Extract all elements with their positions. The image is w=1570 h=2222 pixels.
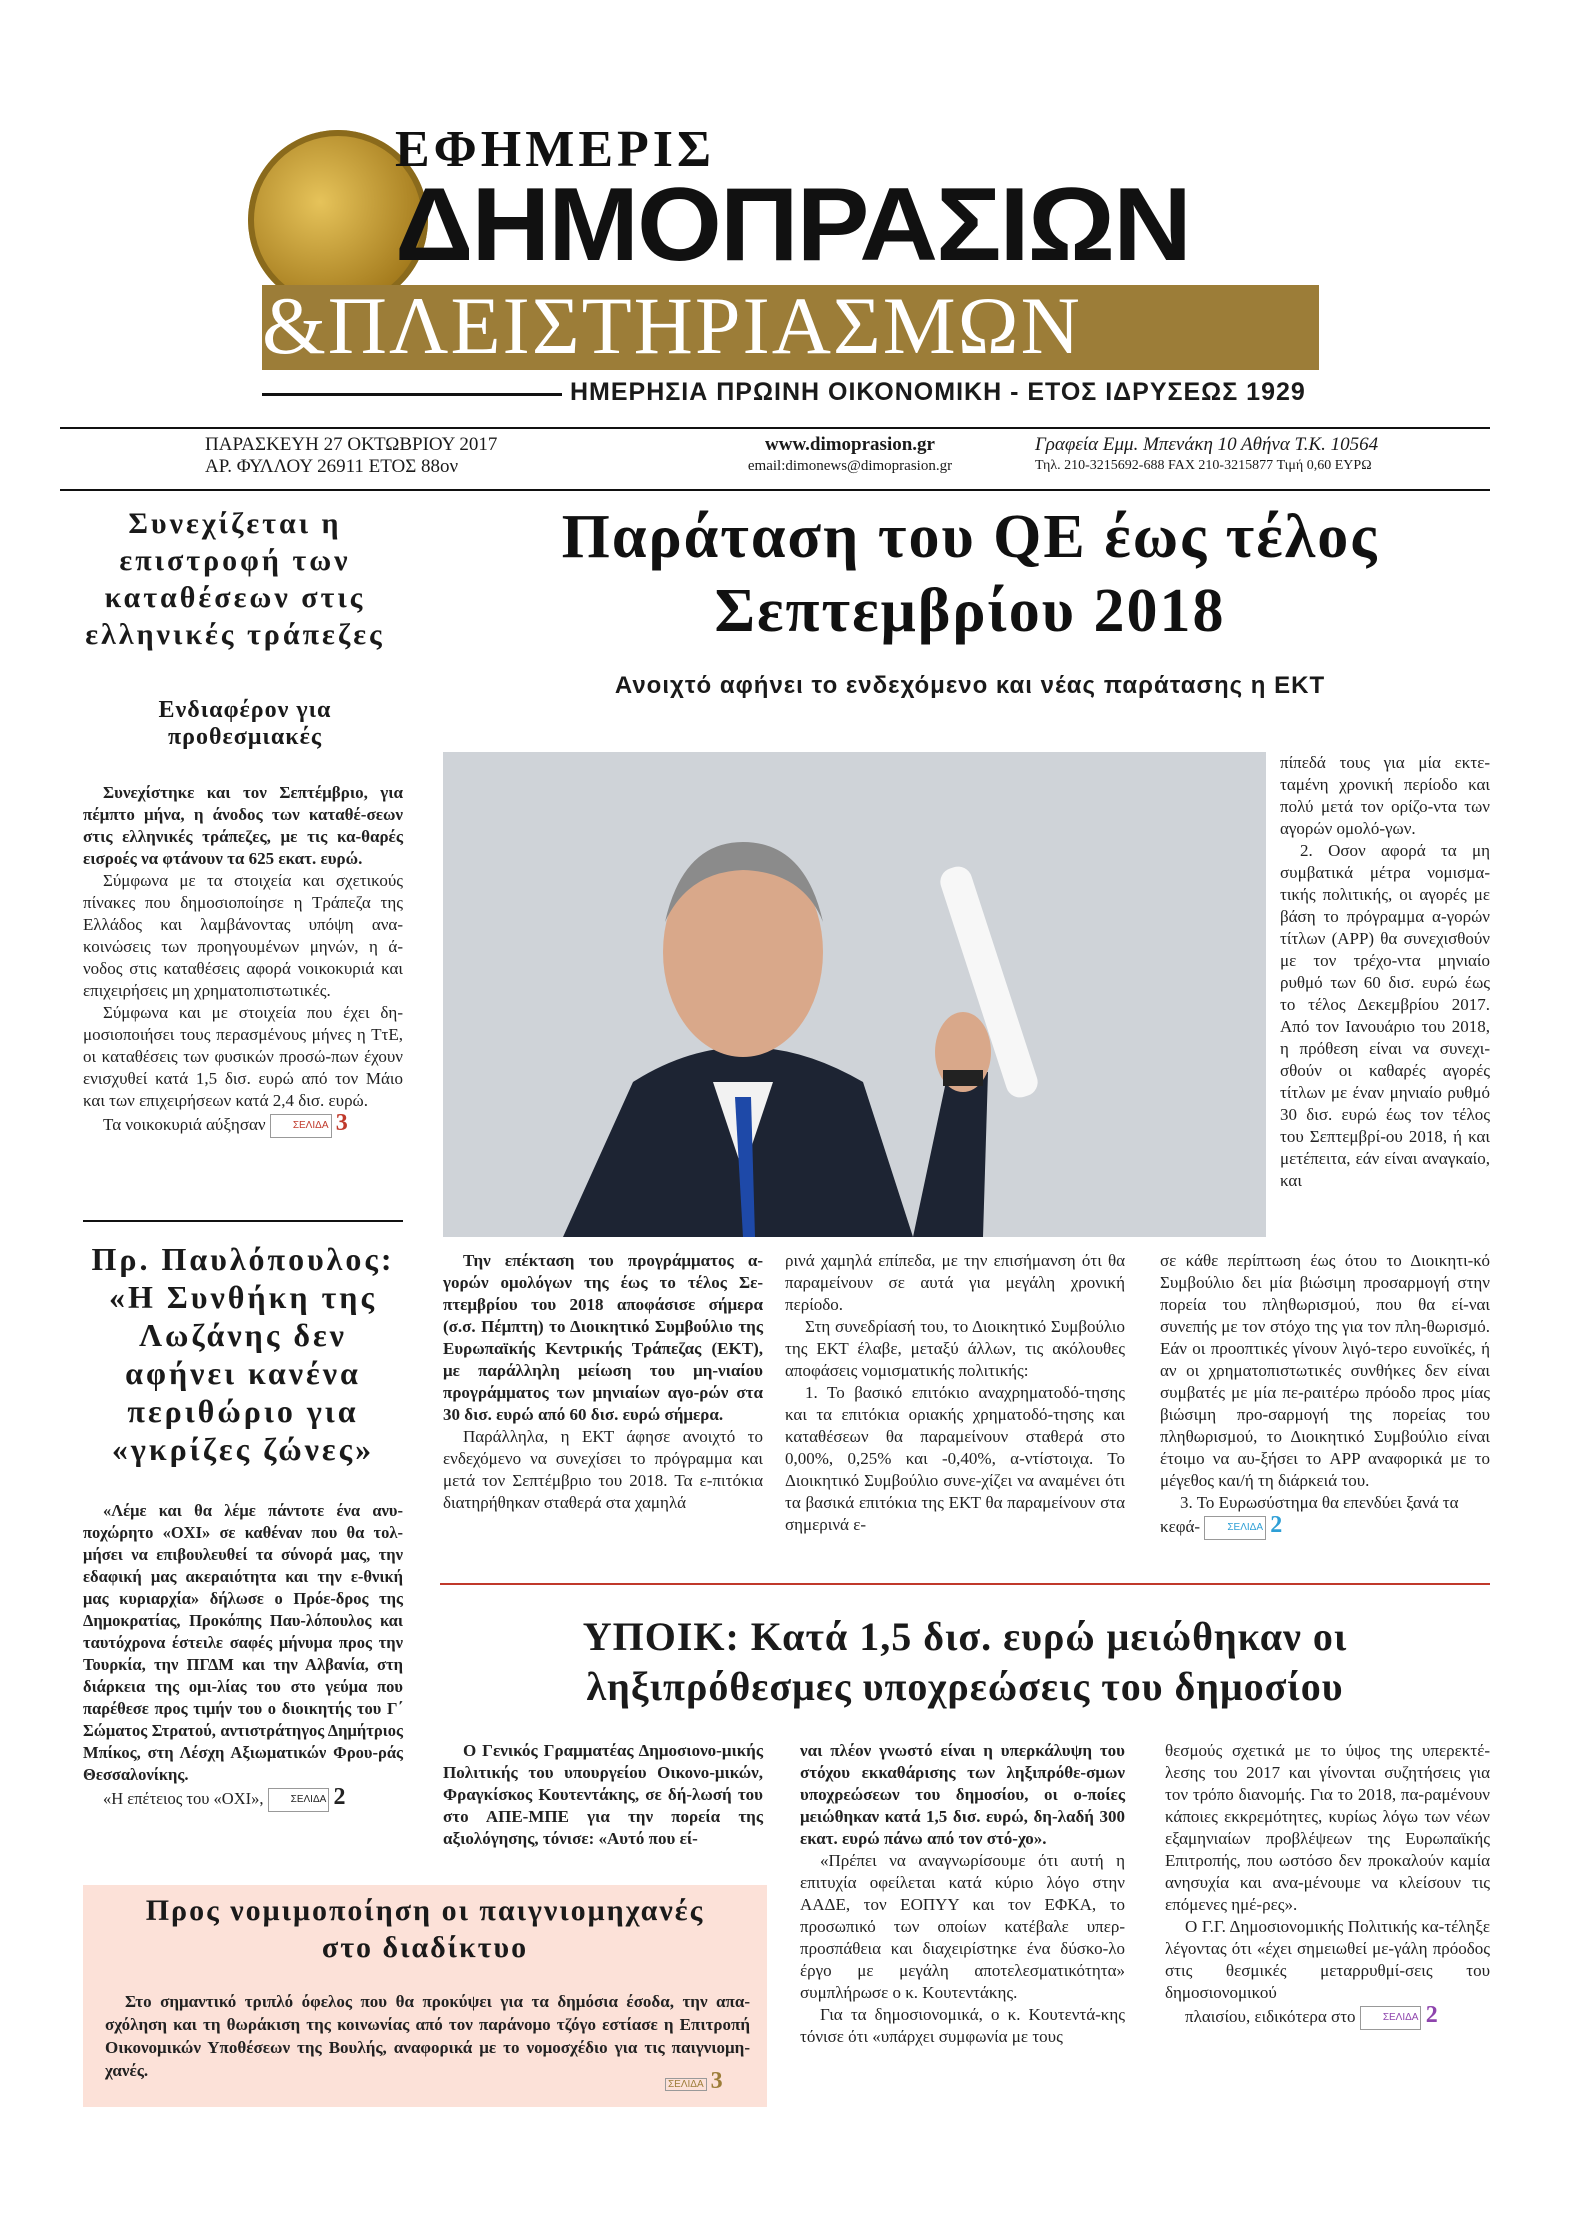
masthead-tagline: ΗΜΕΡΗΣΙΑ ΠΡΩΙΝΗ ΟΙΚΟΝΟΜΙΚΗ - ΕΤΟΣ ΙΔΡΥΣΕΩΣ 1929 [570, 378, 1306, 406]
left1-headline: Συνεχίζεται η επιστροφή των καταθέσεων στις ελληνικές τράπεζες [85, 507, 385, 651]
see-page-icon[interactable]: ΣΕΛΙΔΑ [268, 1788, 330, 1812]
lead-headline [480, 500, 1460, 648]
pink-page-ref-wrap [665, 2068, 723, 2095]
lead-col2-para-1: ρινά χαμηλά επίπεδα, με την επισήμανση ότι θα παραμείνουν σε αυτά για μεγάλη χρονική περίοδο. [785, 1251, 1125, 1314]
second-col3-para-1: θεσμούς σχετικά με το ύψος της υπερεκτέ-λεσης του 2017 και γίνονται συζητήσεις για τον τρόπο διανομής. Για το 2018, πα-ραμένουν κάποιες εκκρεμότητες, κυρίως λόγω των νέων εξαμηνιαίων προβλέψεων της Ευρωπαϊκής Επιτροπής, που ωστόσο δεν προκαλούν καμία ανησυχία και ανα-μένουμε να κλείσουν τις επόμενες ημέ-ρες». [1165, 1741, 1490, 1914]
left1-subhead: Ενδιαφέρον για προθεσμιακές [158, 697, 332, 750]
left2-page-ref[interactable]: 2 [333, 1784, 346, 1810]
lead-col1-para-2: Παράλληλα, η ΕΚΤ άφησε ανοιχτό το ενδεχόμενο να συνεχίσει το πρόγραμμα και μετά τον Σεπτέμβριο του 2018. Τα ε-πιτόκια διατηρήθηκαν σταθερά στα χαμηλά [443, 1427, 763, 1512]
masthead-small-title: ΕΦΗΜΕΡΙΣ [395, 121, 716, 178]
left2-headline: Πρ. Παυλόπουλος: «Η Συνθήκη της Λωζάνης δεν αφήνει κανένα περιθώριο για «γκρίζες ζώνες» [91, 1241, 395, 1467]
lead-col3-para-4: 3. Το Ευρωσύστημα θα επενδύει ξανά τα κεφά- [1160, 1493, 1459, 1536]
lead-col-3-top [1280, 752, 1490, 1192]
office-phones: Τηλ. 210-3215692-688 FAX 210-3215877 Τιμή 0,60 ΕΥΡΩ [1035, 458, 1372, 473]
left1-rule [83, 1220, 403, 1222]
masthead-big-title: ΔΗΜΟΠΡΑΣΙΩΝ [395, 167, 1190, 283]
left2-para: «Λέμε και θα λέμε πάντοτε ένα ανυ-ποχώρητο «ΟΧΙ» σε καθέναν που θα τολ-μήσει να επιβουλευθεί τα σύνορά μας, την εδαφική μας ακεραιότητα και την ε-θνική μας κυριαρχία» δήλωσε ο Πρόε-δρος της Δημοκρατίας, Προκόπης Παυ-λόπουλος και ταυτόχρονα έστειλε σαφές μήνυμα προς την Τουρκία, την ΠΓΔΜ και την Αλβανία, στη διάρκεια της ομι-λίας του στο γεύμα που παρέθεσε προς τιμήν του ο διοικητής του Γ΄ Σώματος Στρατού, αντιστράτηγος Δημήτριος Μπίκος, στη Λέσχη Αξιωματικών Φρου-ράς Θεσσαλονίκης. [83, 1501, 403, 1784]
tagline-rule [262, 393, 562, 396]
second-headline-line2: ληξιπρόθεσμες υποχρεώσεις του δημοσίου [586, 1664, 1344, 1709]
see-page-icon[interactable]: ΣΕΛΙΔΑ [270, 1114, 332, 1138]
pink-page-ref[interactable]: 3 [710, 2068, 723, 2094]
left1-para-2: Σύμφωνα και με στοιχεία που έχει δη-μοσιοποιήσει τους περασμένους μήνες η ΤτΕ, οι καταθέσεις των φυσικών προσώ-πων έχουν ενισχυθεί κατά 1,5 δισ. ευρώ από τον Μάιο και των επιχειρήσεων κατά 2,4 δισ. ευρώ. [83, 1003, 403, 1110]
lead-headline-line2: Σεπτεμβρίου 2018 [714, 577, 1226, 645]
second-continued: πλαισίου, ειδικότερα στο [1185, 2007, 1356, 2026]
left1-lead: Συνεχίστηκε και τον Σεπτέμβριο, για πέμπτο μήνα, η άνοδος των καταθέ-σεων στις ελληνικές τράπεζες, με τις κα-θαρές εισροές να φτάνουν τα 625 εκατ. ευρώ. [83, 783, 403, 868]
second-col2-lead: ναι πλέον γνωστό είναι η υπερκάλυψη του στόχου εκκαθάρισης των ληξιπρόθε-σμων υποχρεώσεων του δημοσίου, οι ο-ποίες μειώθηκαν κατά 1,5 δισ. ευρώ, δη-λαδή 300 εκατ. ευρώ πάνω από τον στό-χο». [800, 1741, 1125, 1848]
see-page-icon[interactable]: ΣΕΛΙΔΑ [1360, 2006, 1422, 2030]
info-rule-top [60, 427, 1490, 429]
lead-col-2 [785, 1250, 1125, 1536]
second-headline [440, 1612, 1490, 1712]
lead-page-ref[interactable]: 2 [1270, 1512, 1283, 1538]
pink-body [105, 1990, 750, 2082]
speaker-photo-icon [443, 752, 1266, 1237]
masthead-band-title: &ΠΛΕΙΣΤΗΡΙΑΣΜΩΝ [262, 281, 1082, 371]
lead-col2-para-2: Στη συνεδρίασή του, το Διοικητικό Συμβούλιο της ΕΚΤ έλαβε, μεταξύ άλλων, τις ακόλουθες αποφάσεις νομισματικής πολιτικής: [785, 1317, 1125, 1380]
second-col3-para-2: Ο Γ.Γ. Δημοσιονομικής Πολιτικής κα-τέληξε λέγοντας ότι «έχει σημειωθεί με-γάλη πρόοδος στις θεσμικές μεταρρυθμί-σεις του δημοσιονομικού [1165, 1917, 1490, 2002]
email-link[interactable]: email:dimonews@dimoprasion.gr [747, 458, 953, 474]
lead-col-1 [443, 1250, 763, 1514]
lead-subheadline: Ανοιχτό αφήνει το ενδεχόμενο και νέας παράτασης η ΕΚΤ [614, 672, 1326, 699]
website-link[interactable]: www.dimoprasion.gr [765, 434, 935, 455]
lead-photo [443, 752, 1266, 1237]
lead-col3-para-3: σε κάθε περίπτωση έως ότου το Διοικητι-κό Συμβούλιο δει μία βιώσιμη προσαρμογή στην πορεία του πληθωρισμού, που θα εί-ναι συνεπής με τον στόχο της για τον πλη-θωρισμό. Εάν οι προοπτικές γίνουν λιγό-τερο ευνοϊκές, ή αν οι χρηματοπιστωτικές συνθήκες δεν είναι συμβατές με μία πε-ραιτέρω πρόοδο προς μίας βιώσιμη προ-σαρμογή της πορείας του πληθωρισμού, το Διοικητικό Συμβούλιο είναι έτοιμο να αυ-ξήσει το APP αναφορικά με το μέγεθος και/ή τη διάρκειά του. [1160, 1251, 1490, 1490]
left1-continued: Τα νοικοκυριά αύξησαν [103, 1115, 266, 1134]
contact-web [700, 434, 1000, 476]
left1-page-ref[interactable]: 3 [335, 1110, 348, 1136]
contact-office [1035, 434, 1495, 476]
lead-col-3-bottom [1160, 1250, 1490, 1540]
second-col-1 [443, 1740, 763, 1850]
left2-continued: «Η επέτειος του «ΟΧΙ», [103, 1789, 264, 1808]
second-col-2 [800, 1740, 1125, 2048]
lead-col2-para-3: 1. Το βασικό επιτόκιο αναχρηματοδό-τησης και τα επιτόκια οριακής χρηματοδό-τησης και καταθέσεων θα παραμείνουν σταθερά στο 0,00%, 0,25% και -0,40%, α-ντίστοιχα. Το Διοικητικό Συμβούλιο συνε-χίζει να αναμένει ότι τα βασικά επιτόκια της ΕΚΤ θα παραμείνουν στα σημερινά ε- [785, 1383, 1125, 1534]
second-page-ref[interactable]: 2 [1425, 2002, 1438, 2028]
issue-date: ΠΑΡΑΣΚΕΥΗ 27 ΟΚΤΩΒΡΙΟΥ 2017 [205, 434, 498, 455]
info-rule-bottom [60, 489, 1490, 491]
pink-headline-line1: Προς νομιμοποίηση οι παιγνιομηχανές [145, 1894, 705, 1927]
issue-info [205, 434, 585, 478]
lead-col1-para-1: Την επέκταση του προγράμματος α-γορών ομολόγων της έως το τέλος Σε-πτεμβρίου του 2018 αποφάσισε σήμερα (σ.σ. Πέμπτη) το Διοικητικό Συμβούλιο της Ευρωπαϊκής Κεντρικής Τράπεζας (ΕΚΤ), με παράλληλη μείωση του μη-νιαίου προγράμματος των μηνιαίων αγο-ρών στα 30 δισ. ευρώ από 60 δισ. ευρώ σήμερα. [443, 1251, 763, 1424]
see-page-icon[interactable]: ΣΕΛΙΔΑ [665, 2078, 707, 2091]
lead-headline-line1: Παράταση του QE έως τέλος [561, 503, 1379, 571]
office-address: Γραφεία Εμμ. Μπενάκη 10 Αθήνα Τ.Κ. 10564 [1035, 434, 1379, 455]
left1-para-1: Σύμφωνα με τα στοιχεία και σχετικούς πίνακες που δημοσιοποίησε η Τράπεζα της Ελλάδος και λαμβάνοντας υπόψη ανα-κοινώσεις των προηγουμένων μηνών, η ά-νοδος στις καταθέσεις αφορά νοικοκυριά και επιχειρήσεις μη χρηματοπιστωτικές. [83, 871, 403, 1000]
second-col2-para-2: Για τα δημοσιονομικά, ο κ. Κουτεντά-κης τόνισε ότι «υπάρχει συμφωνία με τους [800, 2005, 1125, 2046]
lead-bottom-rule [440, 1583, 1490, 1585]
second-col2-para-1: «Πρέπει να αναγνωρίσουμε ότι αυτή η επιτυχία οφείλεται κατά κύριο λόγο στην ΑΑΔΕ, τον ΕΟΠΥΥ και τον ΕΦΚΑ, το προσωπικό των οποίων κατέβαλε υπερ-προσπάθεια και διαχειρίστηκε ένα δύσκο-λο έργο με μεγάλη αποτελεσματικότητα» συμπλήρωσε ο κ. Κουτεντάκης. [800, 1851, 1125, 2002]
pink-headline-line2: στο διαδίκτυο [321, 1931, 529, 1964]
pink-para: Στο σημαντικό τριπλό όφελος που θα προκύψει για τα δημόσια έσοδα, την απα-σχόληση και τη θωράκιση της κοινωνίας από τον παράνομο τζόγο εστίασε η Επιτροπή Οικονομικών Υποθέσεων της Βουλής, αναφορικά με το νομοσχέδιο για τις παιγνιομη-χανές. [105, 1992, 750, 2080]
second-col-3 [1165, 1740, 1490, 2030]
issue-number: ΑΡ. ΦΥΛΛΟΥ 26911 ΕΤΟΣ 88ον [205, 456, 459, 477]
see-page-icon[interactable]: ΣΕΛΙΔΑ [1204, 1516, 1266, 1540]
lead-col3-para-1: πίπεδά τους για μία εκτε-ταμένη χρονική περίοδο και πολύ μετά τον ορίζο-ντα των αγορών ομολό-γων. [1280, 753, 1490, 838]
left1-body [83, 782, 403, 1138]
pink-headline [83, 1892, 767, 1966]
lead-col3-para-2: 2. Οσον αφορά τα μη συμβατικά μέτρα νομισμα-τικής πολιτικής, οι αγορές με βάση το πρόγραμμα α-γορών τίτλων (APP) θα συνεχισθούν με τον τρέχο-ντα μηνιαίο ρυθμό των 60 δισ. ευρώ έως το τέλος Δεκεμβρίου 2017. Από τον Ιανουάριο του 2018, η πρόθεση είναι να συνεχι-σθούν οι καθαρές αγορές τίτλων με έναν μηνιαίο ρυθμό 30 δισ. ευρώ έως τον τέλος του Σεπτεμβρί-ου 2018, ή και μετέπειτα, εάν είναι αναγκαίο, και [1280, 841, 1490, 1190]
second-headline-line1: ΥΠΟΙΚ: Κατά 1,5 δισ. ευρώ μειώθηκαν οι [582, 1614, 1348, 1659]
left2-body [83, 1500, 403, 1812]
second-col1-para: Ο Γενικός Γραμματέας Δημοσιονο-μικής Πολιτικής του υπουργείου Οικονο-μικών, Φραγκίσκος Κουτεντάκης, σε δή-λωσή του στο ΑΠΕ-ΜΠΕ για την πορεία της αξιολόγησης, τόνισε: «Αυτό που εί- [443, 1741, 763, 1848]
